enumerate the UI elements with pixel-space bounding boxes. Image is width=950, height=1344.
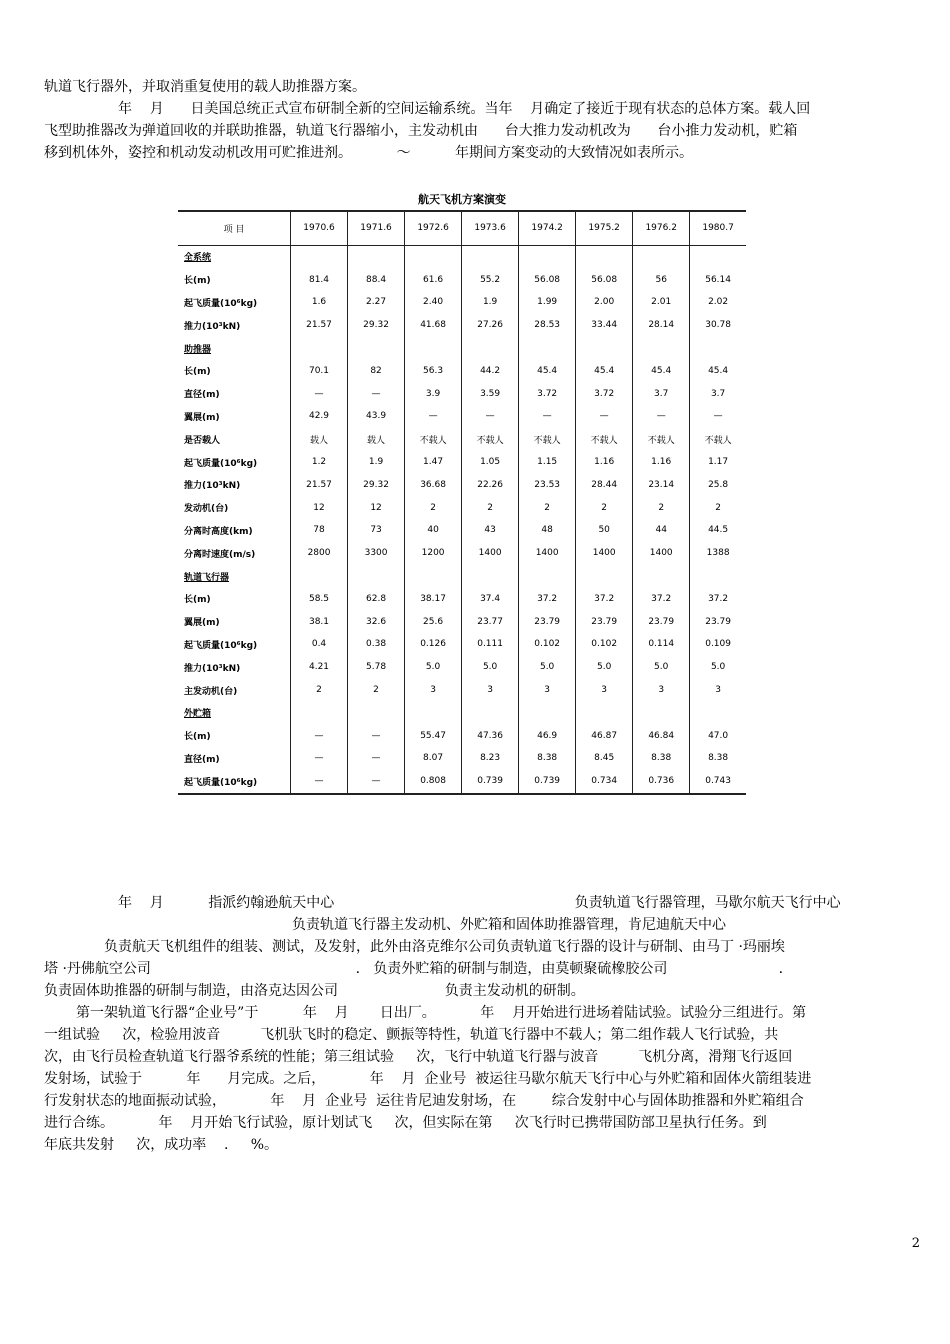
table-cell: [462, 245, 519, 268]
table-cell: 23.14: [633, 473, 690, 496]
table-cell: [462, 337, 519, 360]
table-row: [178, 359, 746, 382]
table-cell: 25.6: [405, 610, 462, 633]
body-p1-line-1: 年 月 指派约翰逊航天中心 负责轨道飞行器管理，马歇尔航天飞行中心: [118, 895, 841, 911]
table-cell: —: [291, 770, 348, 794]
body-p2-line-4: 发射场，试验于 年 月完成。之后， 年 月 企业号 被运往马歇尔航天飞行中心与外贮箱和固体火箭组装进: [44, 1071, 812, 1087]
table-cell: 不载人: [633, 428, 690, 451]
row-label: 长(m): [184, 367, 211, 378]
table-cell: 45.4: [519, 359, 576, 382]
body-p1-line-3: 负责航天飞机组件的组装、测试，及发射，此外由洛克维尔公司负责轨道飞行器的设计与研制、由马丁 ·玛丽埃: [104, 939, 785, 955]
body-p2-line-3: 次，由飞行员检查轨道飞行器爷系统的性能；第三组试验 次，飞行中轨道飞行器与波音 飞机分离，滑翔飞行返回: [44, 1049, 793, 1065]
intro-line-1: 轨道飞行器外，并取消重复使用的载人助推器方案。: [44, 79, 366, 95]
table-cell: 1.17: [690, 451, 746, 474]
table-cell: 23.53: [519, 473, 576, 496]
table-body: [178, 245, 746, 794]
table-cell: [576, 337, 633, 360]
body-p2-line-1: 第一架轨道飞行器“企业号”于 年 月 日出厂。 年 月开始进行进场着陆试验。试验分三组进行。第: [76, 1005, 807, 1021]
table-cell: 23.79: [519, 610, 576, 633]
table-header-row: [178, 211, 746, 245]
table-cell: 1.15: [519, 451, 576, 474]
table-cell: 3: [405, 679, 462, 702]
table-cell: 2800: [291, 542, 348, 565]
table-cell: 46.84: [633, 724, 690, 747]
table-cell: 不载人: [576, 428, 633, 451]
intro-line-3: 飞型助推器改为弹道回收的并联助推器，轨道飞行器缩小，主发动机由 台大推力发动机改为 台小推力发动机，贮箱: [44, 123, 798, 139]
row-label: 起飞质量(10⁶kg): [184, 640, 258, 651]
table-cell: —: [348, 747, 405, 770]
table-row: [178, 610, 746, 633]
table-cell: 0.109: [690, 633, 746, 656]
table-cell: 0.114: [633, 633, 690, 656]
table-row: [178, 542, 746, 565]
table-cell: 0.734: [576, 770, 633, 794]
table-cell: [690, 337, 746, 360]
table-row: [178, 633, 746, 656]
table-cell: —: [348, 724, 405, 747]
table-cell: 46.87: [576, 724, 633, 747]
table-cell: 58.5: [291, 587, 348, 610]
table-cell: 23.79: [633, 610, 690, 633]
table-row: [178, 451, 746, 474]
table-cell: 8.07: [405, 747, 462, 770]
table-cell: 5.0: [690, 656, 746, 679]
table-section-row: [178, 701, 746, 724]
table-cell: 0.739: [462, 770, 519, 794]
table-row: [178, 405, 746, 428]
table-cell: 不载人: [690, 428, 746, 451]
table-header-year: 1976.2: [633, 211, 690, 245]
table-cell: 载人: [348, 428, 405, 451]
table-row: [178, 496, 746, 519]
table-cell: 56: [633, 268, 690, 291]
table-row: [178, 656, 746, 679]
body-p1-line-4: 塔 ·丹佛航空公司 . 负责外贮箱的研制与制造，由莫顿聚硫橡胶公司 .: [44, 961, 784, 977]
row-label: 翼展(m): [184, 412, 220, 423]
table-cell: —: [690, 405, 746, 428]
table-cell: 21.57: [291, 473, 348, 496]
table-cell: 3.72: [576, 382, 633, 405]
table-cell: 2.01: [633, 291, 690, 314]
table-cell: —: [633, 405, 690, 428]
table-cell: 2: [348, 679, 405, 702]
table-cell: [633, 245, 690, 268]
table-cell: 1400: [576, 542, 633, 565]
table-cell: 37.2: [633, 587, 690, 610]
table-cell: 44.5: [690, 519, 746, 542]
table-cell: 46.9: [519, 724, 576, 747]
table-cell: 44.2: [462, 359, 519, 382]
table-cell: 36.68: [405, 473, 462, 496]
row-label: 起飞质量(10⁶kg): [184, 777, 258, 788]
table-cell: 56.08: [519, 268, 576, 291]
table-cell: [576, 245, 633, 268]
table-cell: 41.68: [405, 314, 462, 337]
row-label: 轨道飞行器: [184, 572, 230, 583]
table-cell: 3: [576, 679, 633, 702]
table-cell: 2: [690, 496, 746, 519]
body-p1-line-2: 负责轨道飞行器主发动机、外贮箱和固体助推器管理，肯尼迪航天中心: [292, 917, 726, 933]
table-header-year: 1973.6: [462, 211, 519, 245]
table-cell: 0.4: [291, 633, 348, 656]
table-cell: 3.59: [462, 382, 519, 405]
table-cell: —: [405, 405, 462, 428]
table-cell: —: [576, 405, 633, 428]
table-cell: 88.4: [348, 268, 405, 291]
table-cell: 2.27: [348, 291, 405, 314]
table-cell: 8.38: [690, 747, 746, 770]
table-cell: 12: [348, 496, 405, 519]
row-label: 起飞质量(10⁶kg): [184, 458, 258, 469]
table-cell: 38.17: [405, 587, 462, 610]
table-cell: 43.9: [348, 405, 405, 428]
table-cell: 2: [519, 496, 576, 519]
table-cell: 8.38: [519, 747, 576, 770]
row-label: 长(m): [184, 595, 211, 606]
table-cell: 0.739: [519, 770, 576, 794]
row-label: 是否载人: [184, 435, 221, 446]
table-cell: 0.743: [690, 770, 746, 794]
body-p1-line-5: 负责固体助推器的研制与制造，由洛克达因公司 负责主发动机的研制。: [44, 983, 585, 999]
table-cell: [576, 701, 633, 724]
table-cell: [291, 701, 348, 724]
table-cell: 61.6: [405, 268, 462, 291]
table-cell: 2.40: [405, 291, 462, 314]
table-cell: —: [291, 382, 348, 405]
table-cell: [633, 337, 690, 360]
table-header-year: 1974.2: [519, 211, 576, 245]
table-cell: 1.05: [462, 451, 519, 474]
table-cell: —: [519, 405, 576, 428]
table-cell: 3.9: [405, 382, 462, 405]
intro-line-2: 年 月 日美国总统正式宣布研制全新的空间运输系统。当年 月确定了接近于现有状态的总体方案。载人回: [118, 101, 811, 117]
row-label: 长(m): [184, 732, 211, 743]
table-cell: 40: [405, 519, 462, 542]
row-label: 推力(10³kN): [184, 321, 241, 332]
table-header-year: 1971.6: [348, 211, 405, 245]
table-cell: 28.14: [633, 314, 690, 337]
table-cell: 56.14: [690, 268, 746, 291]
table-header-year: 1980.7: [690, 211, 746, 245]
table-cell: 3.72: [519, 382, 576, 405]
table-cell: 8.45: [576, 747, 633, 770]
table-cell: 3: [519, 679, 576, 702]
table-cell: —: [462, 405, 519, 428]
row-label: 起飞质量(10⁶kg): [184, 298, 258, 309]
table-cell: 30.78: [690, 314, 746, 337]
table-section-row: [178, 245, 746, 268]
table-row: [178, 747, 746, 770]
table-cell: 56.08: [576, 268, 633, 291]
table-cell: [462, 701, 519, 724]
table-cell: 45.4: [690, 359, 746, 382]
table-row: [178, 770, 746, 794]
table-cell: 21.57: [291, 314, 348, 337]
table-cell: 0.102: [576, 633, 633, 656]
table-row: [178, 382, 746, 405]
table-cell: 70.1: [291, 359, 348, 382]
body-p2-line-7: 年底共发射 次，成功率 . %。: [44, 1137, 279, 1153]
table-cell: 2.02: [690, 291, 746, 314]
row-label: 翼展(m): [184, 618, 220, 629]
table-header-year: 1975.2: [576, 211, 633, 245]
table-cell: [291, 565, 348, 588]
table-cell: 55.2: [462, 268, 519, 291]
table-cell: 8.38: [633, 747, 690, 770]
table-cell: [405, 701, 462, 724]
table-cell: [576, 565, 633, 588]
table-cell: 0.111: [462, 633, 519, 656]
table-cell: 5.0: [405, 656, 462, 679]
table-row: [178, 679, 746, 702]
table-cell: [690, 245, 746, 268]
body-p2-line-2: 一组试验 次，检验用波音 飞机驮飞时的稳定、颤振等特性，轨道飞行器中不载人；第二组作载人飞行试验，共: [44, 1027, 779, 1043]
table-cell: 55.47: [405, 724, 462, 747]
table-cell: 不载人: [462, 428, 519, 451]
table-cell: 23.79: [690, 610, 746, 633]
table-cell: 1400: [462, 542, 519, 565]
page-number: 2: [911, 1236, 920, 1251]
row-label: 直径(m): [184, 754, 220, 765]
table-cell: 73: [348, 519, 405, 542]
row-label: 分离时高度(km): [184, 526, 253, 537]
row-label: 外贮箱: [184, 709, 212, 720]
table-cell: 不载人: [405, 428, 462, 451]
row-label: 全系统: [184, 253, 212, 264]
table-cell: 1.9: [348, 451, 405, 474]
table-cell: [348, 565, 405, 588]
table-cell: 3300: [348, 542, 405, 565]
table-cell: 1.6: [291, 291, 348, 314]
table-cell: 3: [462, 679, 519, 702]
evolution-table-figure: [178, 190, 746, 795]
row-label: 分离时速度(m/s): [184, 549, 256, 560]
table-cell: 37.2: [519, 587, 576, 610]
table-row: [178, 268, 746, 291]
table-cell: [348, 337, 405, 360]
table-cell: [348, 245, 405, 268]
table-cell: [405, 565, 462, 588]
body-p2-line-5: 行发射状态的地面振动试验， 年 月 企业号 运往肯尼迪发射场，在 综合发射中心与固体助推器和外贮箱组合: [44, 1093, 804, 1109]
table-cell: 1200: [405, 542, 462, 565]
table-cell: 5.0: [576, 656, 633, 679]
table-cell: 3: [690, 679, 746, 702]
table-cell: 29.32: [348, 314, 405, 337]
row-label: 直径(m): [184, 390, 220, 401]
row-label: 推力(10³kN): [184, 663, 241, 674]
table-cell: 5.0: [519, 656, 576, 679]
table-row: [178, 428, 746, 451]
table-cell: [291, 337, 348, 360]
table-cell: 1.99: [519, 291, 576, 314]
intro-line-4: 移到机体外，姿控和机动发动机改用可贮推进剂。 ～ 年期间方案变动的大致情况如表所示。: [44, 145, 694, 161]
table-cell: 28.44: [576, 473, 633, 496]
row-label: 长(m): [184, 276, 211, 287]
table-cell: 56.3: [405, 359, 462, 382]
table-cell: 28.53: [519, 314, 576, 337]
table-cell: 62.8: [348, 587, 405, 610]
table-section-row: [178, 337, 746, 360]
table-cell: 2: [405, 496, 462, 519]
table-cell: [519, 337, 576, 360]
table-cell: 2: [633, 496, 690, 519]
row-label: 发动机(台): [184, 504, 229, 515]
table-cell: 1.47: [405, 451, 462, 474]
table-cell: 12: [291, 496, 348, 519]
table-cell: [519, 701, 576, 724]
table-cell: 44: [633, 519, 690, 542]
table-cell: 1400: [519, 542, 576, 565]
table-cell: [405, 337, 462, 360]
table-cell: 0.736: [633, 770, 690, 794]
table-cell: 37.2: [690, 587, 746, 610]
table-cell: 0.808: [405, 770, 462, 794]
table-cell: 3.7: [690, 382, 746, 405]
table-row: [178, 473, 746, 496]
table-cell: 3: [633, 679, 690, 702]
table-cell: [348, 701, 405, 724]
table-cell: 32.6: [348, 610, 405, 633]
table-cell: 8.23: [462, 747, 519, 770]
table-cell: 0.126: [405, 633, 462, 656]
table-cell: 1.16: [633, 451, 690, 474]
table-cell: —: [348, 382, 405, 405]
table-cell: —: [348, 770, 405, 794]
table-cell: 1.16: [576, 451, 633, 474]
table-cell: 0.102: [519, 633, 576, 656]
table-section-row: [178, 565, 746, 588]
table-row: [178, 519, 746, 542]
row-label: 主发动机(台): [184, 686, 238, 697]
table-cell: 0.38: [348, 633, 405, 656]
table-cell: 33.44: [576, 314, 633, 337]
table-cell: 1388: [690, 542, 746, 565]
table-row: [178, 314, 746, 337]
table-cell: 45.4: [633, 359, 690, 382]
table-cell: [462, 565, 519, 588]
table-cell: 50: [576, 519, 633, 542]
row-label: 助推器: [184, 344, 212, 355]
table-cell: [633, 701, 690, 724]
table-cell: 37.2: [576, 587, 633, 610]
table-cell: 5.78: [348, 656, 405, 679]
table-cell: 27.26: [462, 314, 519, 337]
table-cell: 1.9: [462, 291, 519, 314]
table-cell: 2.00: [576, 291, 633, 314]
table-cell: 25.8: [690, 473, 746, 496]
table-cell: 42.9: [291, 405, 348, 428]
table-cell: 2: [462, 496, 519, 519]
table-cell: 47.36: [462, 724, 519, 747]
table-cell: 38.1: [291, 610, 348, 633]
table-cell: [405, 245, 462, 268]
table-title: 航天飞机方案演变: [418, 193, 506, 206]
table-cell: 23.77: [462, 610, 519, 633]
table-cell: 1.2: [291, 451, 348, 474]
evolution-table: [178, 210, 746, 795]
table-cell: 4.21: [291, 656, 348, 679]
table-cell: 5.0: [462, 656, 519, 679]
table-cell: 81.4: [291, 268, 348, 291]
table-cell: 1400: [633, 542, 690, 565]
table-row: [178, 291, 746, 314]
table-cell: 2: [576, 496, 633, 519]
row-label: 推力(10³kN): [184, 481, 241, 492]
table-cell: [519, 245, 576, 268]
table-header-year: 1972.6: [405, 211, 462, 245]
table-cell: [519, 565, 576, 588]
table-cell: 23.79: [576, 610, 633, 633]
table-cell: 29.32: [348, 473, 405, 496]
table-cell: [690, 565, 746, 588]
table-cell: 2: [291, 679, 348, 702]
table-cell: 3.7: [633, 382, 690, 405]
table-header-year: 1970.6: [291, 211, 348, 245]
table-cell: —: [291, 747, 348, 770]
table-cell: 47.0: [690, 724, 746, 747]
table-row: [178, 587, 746, 610]
table-cell: 载人: [291, 428, 348, 451]
body-p2-line-6: 进行合练。 年 月开始飞行试验，原计划试飞 次，但实际在第 次飞行时已携带国防部卫星执行任务。到: [44, 1115, 767, 1131]
table-cell: 37.4: [462, 587, 519, 610]
table-cell: 不载人: [519, 428, 576, 451]
table-cell: 43: [462, 519, 519, 542]
table-cell: [690, 701, 746, 724]
table-cell: —: [291, 724, 348, 747]
table-cell: 78: [291, 519, 348, 542]
table-header-item: 项 目: [223, 224, 245, 235]
table-row: [178, 724, 746, 747]
table-cell: [633, 565, 690, 588]
table-cell: 82: [348, 359, 405, 382]
table-cell: 5.0: [633, 656, 690, 679]
table-cell: 45.4: [576, 359, 633, 382]
table-cell: 22.26: [462, 473, 519, 496]
table-cell: 48: [519, 519, 576, 542]
table-cell: [291, 245, 348, 268]
